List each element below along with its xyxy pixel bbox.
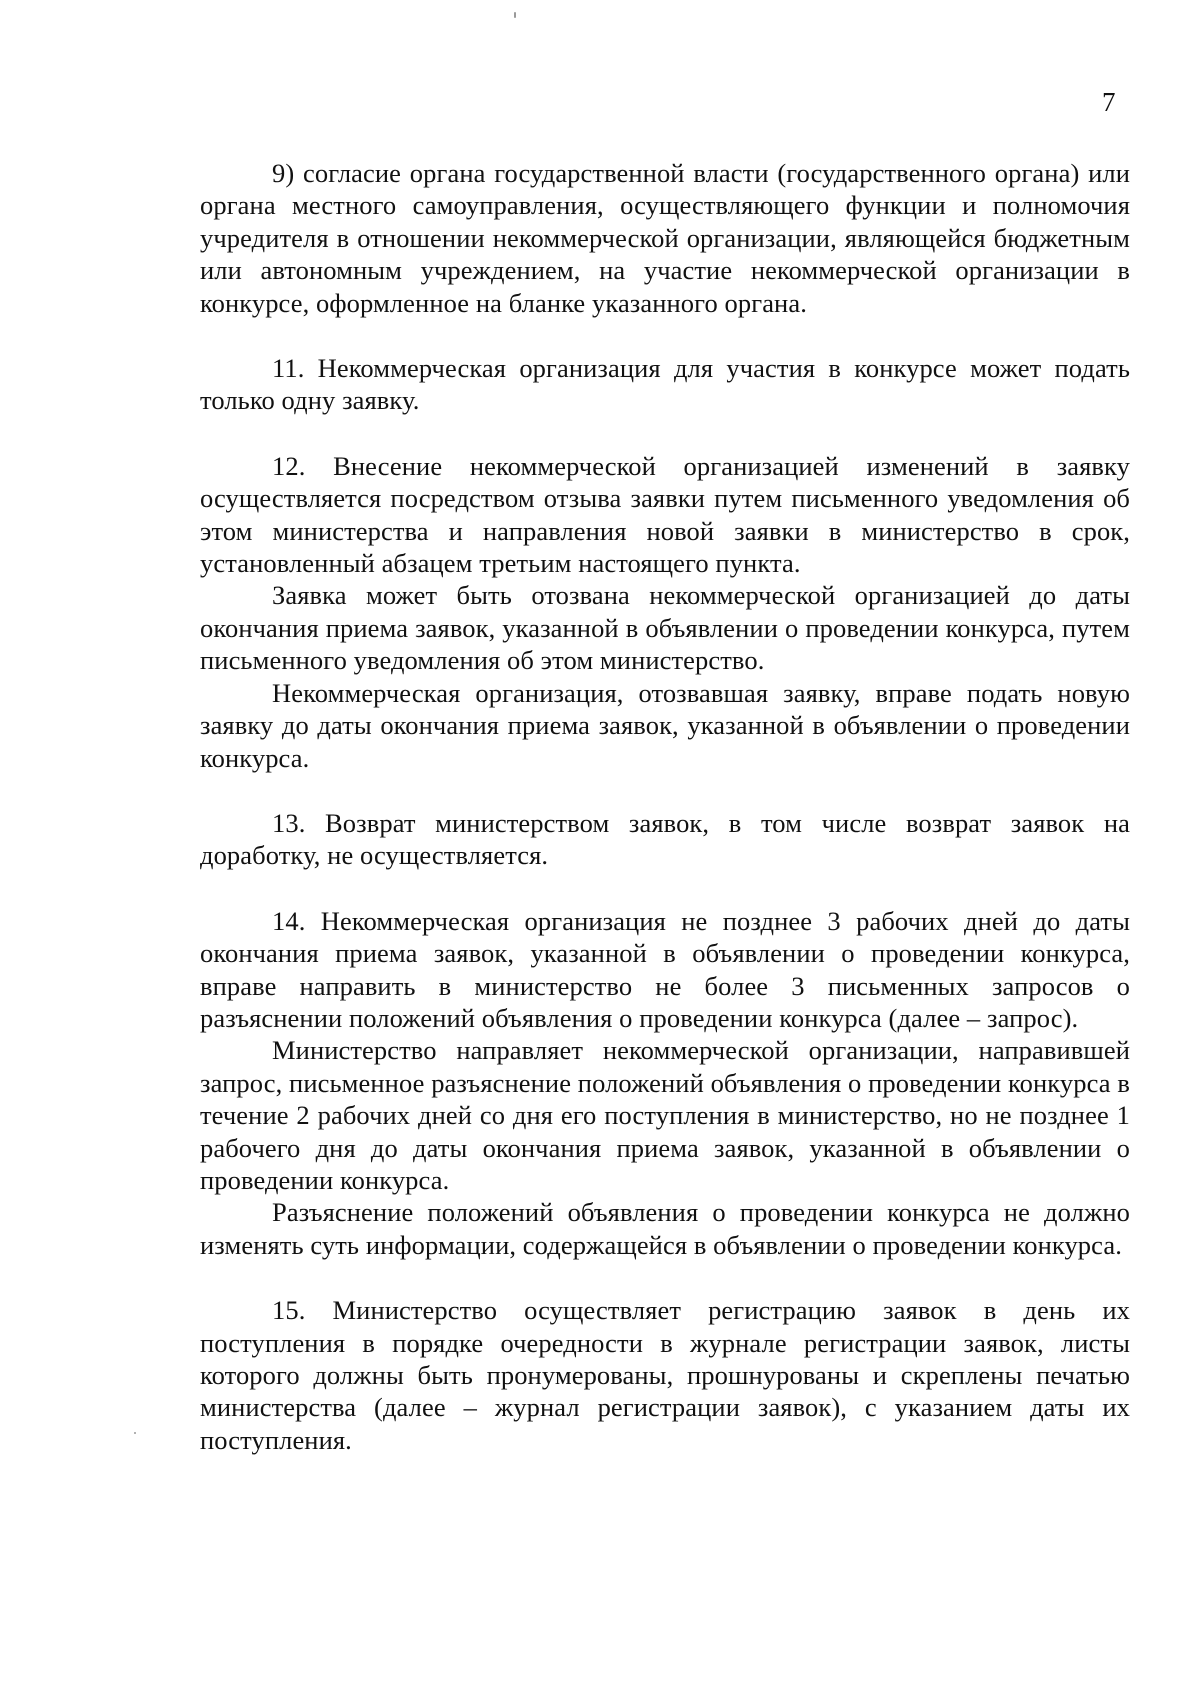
document-body — [200, 157, 1130, 1456]
paragraph-gap — [200, 774, 1130, 807]
paragraph-item-9: 9) согласие органа государственной власти (государственного органа) или органа местного самоуправления, осуществляющего функции и полномочия учредителя в отношении некоммерческой организации, являющейся бюджетным или автономным учреждением, на участие некоммерческой организации в конкурсе, оформленное на бланке указанного органа. — [200, 158, 1130, 318]
paragraph-clause-13: 13. Возврат министерством заявок, в том числе возврат заявок на доработку, не осуществляется. — [200, 807, 1130, 871]
paragraph-clause-12-withdrawal: Заявка может быть отозвана некоммерческой организацией до даты окончания приема заявок, указанной в объявлении о проведении конкурса, путем письменного уведомления об этом министерство. — [200, 580, 1130, 676]
page-number: 7 — [1102, 87, 1116, 117]
paragraph-gap — [200, 319, 1130, 352]
paragraph-clause-14: 14. Некоммерческая организация не позднее 3 рабочих дней до даты окончания приема заявок, указанной в объявлении о проведении конкурса, вправе направить в министерство не более 3 письменных запросов о разъяснении положений объявления о проведении конкурса (далее – запрос). — [200, 905, 1130, 1033]
paragraph-clause-14-response: Министерство направляет некоммерческой организации, направившей запрос, письменное разъяснение положений объявления о проведении конкурса в течение 2 рабочих дней со дня его поступления в министерство, но не позднее 1 рабочего дня до даты окончания приема заявок, указанной в объявлении о проведении конкурса. — [200, 1035, 1130, 1195]
paragraph-clause-15: 15. Министерство осуществляет регистрацию заявок в день их поступления в порядке очередности в журнале регистрации заявок, листы которого должны быть пронумерованы, прошнурованы и скреплены печатью министерства (далее – журнал регистрации заявок), с указанием даты их поступления. — [200, 1295, 1130, 1455]
scan-speck-left — [134, 1432, 136, 1434]
scan-speck-top — [514, 12, 516, 18]
paragraph-gap — [200, 417, 1130, 450]
paragraph-clause-12-resubmit: Некоммерческая организация, отозвавшая заявку, вправе подать новую заявку до даты окончания приема заявок, указанной в объявлении о проведении конкурса. — [200, 677, 1130, 773]
paragraph-clause-14-clarification: Разъяснение положений объявления о проведении конкурса не должно изменять суть информации, содержащейся в объявлении о проведении конкурса. — [200, 1197, 1130, 1260]
paragraph-clause-11: 11. Некоммерческая организация для участия в конкурсе может подать только одну заявку. — [200, 353, 1130, 416]
paragraph-clause-12: 12. Внесение некоммерческой организацией изменений в заявку осуществляется посредством отзыва заявки путем письменного уведомления об этом министерства и направления новой заявки в министерство в срок, установленный абзацем третьим настоящего пункта. — [200, 450, 1130, 579]
paragraph-gap — [200, 872, 1130, 905]
paragraph-gap — [200, 1261, 1130, 1294]
